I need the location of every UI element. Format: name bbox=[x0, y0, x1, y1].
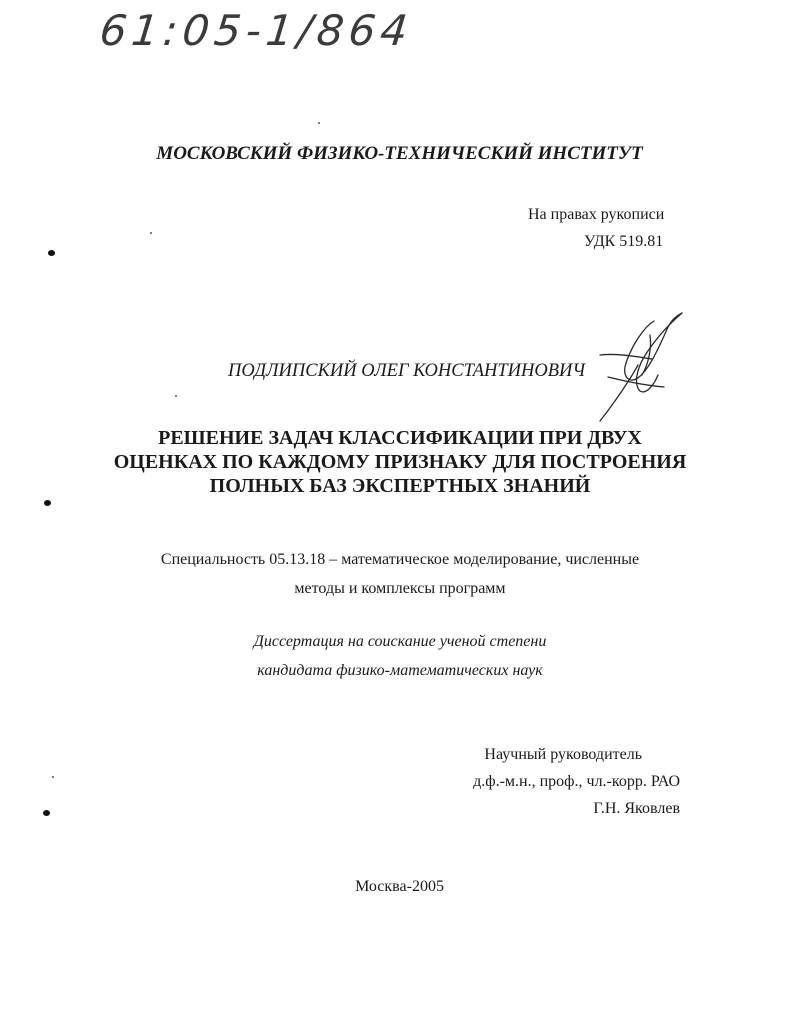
specialty bbox=[100, 545, 700, 603]
title-line: ПОЛНЫХ БАЗ ЭКСПЕРТНЫХ ЗНАНИЙ bbox=[209, 475, 591, 497]
scan-speck bbox=[52, 776, 54, 778]
degree-line: кандидата физико-математических наук bbox=[257, 662, 543, 679]
title-line: ОЦЕНКАХ ПО КАЖДОМУ ПРИЗНАКУ ДЛЯ ПОСТРОЕНИЯ bbox=[113, 451, 687, 473]
degree-line: Диссертация на соискание ученой степени bbox=[253, 633, 547, 650]
binding-hole bbox=[48, 250, 55, 256]
dissertation-title bbox=[100, 426, 700, 498]
udk-code: УДК 519.81 bbox=[584, 233, 664, 250]
binding-hole bbox=[44, 500, 51, 506]
author-name: ПОДЛИПСКИЙ ОЛЕГ КОНСТАНТИНОВИЧ bbox=[228, 361, 586, 381]
institute-name: МОСКОВСКИЙ ФИЗИКО-ТЕХНИЧЕСКИЙ ИНСТИТУТ bbox=[156, 143, 643, 164]
specialty-line: методы и комплексы программ bbox=[294, 580, 506, 597]
scan-speck bbox=[175, 395, 177, 397]
supervisor-block bbox=[473, 741, 680, 822]
handwritten-catalog-code: 61:05-1/864 bbox=[97, 6, 415, 55]
city-year: Москва-2005 bbox=[355, 878, 444, 895]
binding-hole bbox=[43, 810, 50, 816]
supervisor-credentials: д.ф.-м.н., проф., чл.-корр. РАО bbox=[473, 773, 680, 790]
degree-statement bbox=[100, 627, 700, 685]
supervisor-label: Научный руководитель bbox=[484, 746, 642, 763]
scan-speck bbox=[318, 122, 320, 124]
supervisor-name: Г.Н. Яковлев bbox=[593, 800, 680, 817]
title-line: РЕШЕНИЕ ЗАДАЧ КЛАССИФИКАЦИИ ПРИ ДВУХ bbox=[158, 427, 642, 449]
scan-speck bbox=[150, 232, 152, 234]
signature-icon bbox=[578, 305, 688, 425]
rights-note: На правах рукописи bbox=[528, 206, 665, 223]
specialty-line: Специальность 05.13.18 – математическое моделирование, численные bbox=[160, 551, 640, 568]
